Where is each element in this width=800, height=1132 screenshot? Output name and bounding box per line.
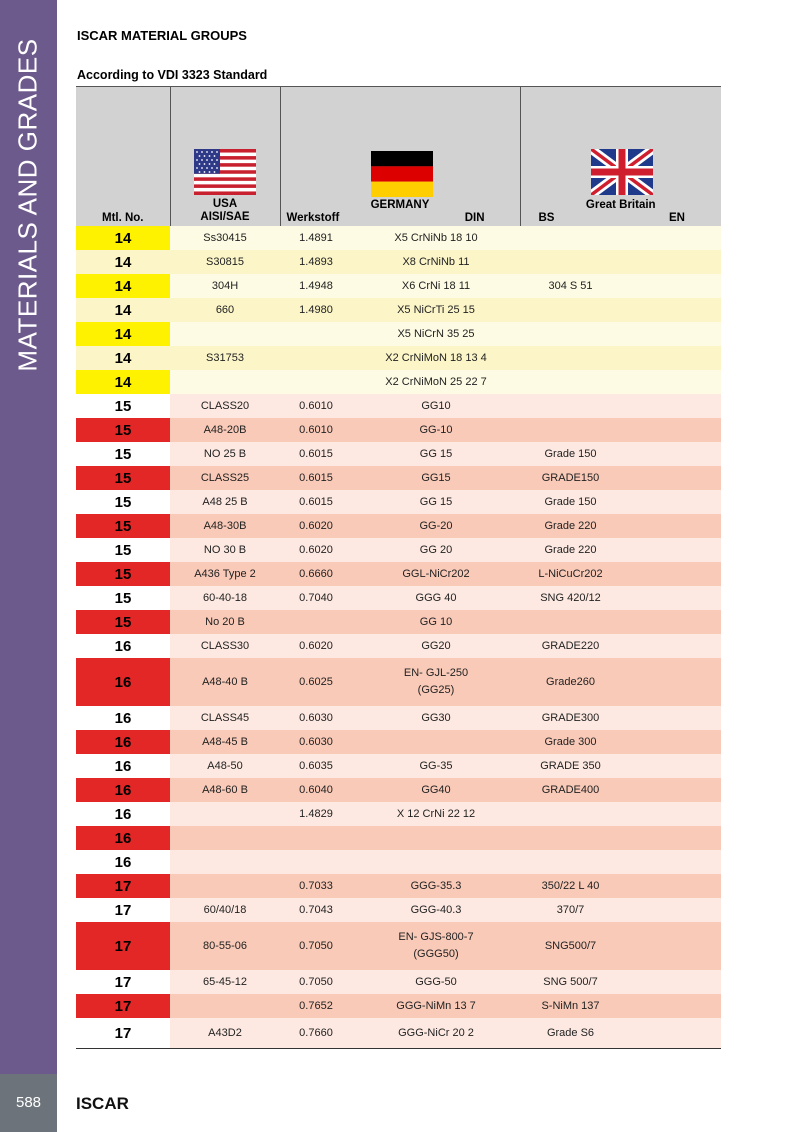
header-gb-country: Great Britain <box>585 199 656 211</box>
bs-cell <box>520 826 621 850</box>
werkstoff-cell: 1.4893 <box>280 250 352 274</box>
mtl-cell: 15 <box>76 490 170 514</box>
din-cell: X8 CrNiNb 11 <box>352 250 520 274</box>
bs-cell: Grade 150 <box>520 442 621 466</box>
table-row <box>76 226 721 250</box>
werkstoff-cell: 0.6020 <box>280 634 352 658</box>
table-row <box>76 442 721 466</box>
section-title: MATERIALS AND GRADES <box>12 38 43 372</box>
en-cell <box>621 370 721 394</box>
werkstoff-cell: 0.6660 <box>280 562 352 586</box>
en-cell <box>621 706 721 730</box>
bs-cell: 370/7 <box>520 898 621 922</box>
werkstoff-cell: 1.4891 <box>280 226 352 250</box>
mtl-cell: 16 <box>76 754 170 778</box>
werkstoff-cell: 0.6030 <box>280 706 352 730</box>
en-cell <box>621 754 721 778</box>
header-bs: BS <box>538 212 555 224</box>
header-mtl-label: Mtl. No. <box>101 212 144 224</box>
en-cell <box>621 874 721 898</box>
mtl-cell: 17 <box>76 898 170 922</box>
werkstoff-cell: 0.7043 <box>280 898 352 922</box>
werkstoff-cell <box>280 370 352 394</box>
mtl-cell: 17 <box>76 874 170 898</box>
en-cell <box>621 658 721 706</box>
usa-cell: 80-55-06 <box>170 922 280 970</box>
din-cell: X2 CrNiMoN 18 13 4 <box>352 346 520 370</box>
table-row <box>76 538 721 562</box>
mtl-cell: 15 <box>76 538 170 562</box>
usa-cell: 60/40/18 <box>170 898 280 922</box>
usa-cell: A48-40 B <box>170 658 280 706</box>
en-cell <box>621 226 721 250</box>
en-cell <box>621 586 721 610</box>
werkstoff-cell: 0.7050 <box>280 970 352 994</box>
en-cell <box>621 634 721 658</box>
en-cell <box>621 970 721 994</box>
mtl-cell: 15 <box>76 514 170 538</box>
usa-cell: S30815 <box>170 250 280 274</box>
din-cell: GG 10 <box>352 610 520 634</box>
usa-cell: S31753 <box>170 346 280 370</box>
bs-cell: GRADE220 <box>520 634 621 658</box>
en-cell <box>621 1018 721 1049</box>
usa-cell: CLASS20 <box>170 394 280 418</box>
bs-cell: SNG 500/7 <box>520 970 621 994</box>
table-row <box>76 418 721 442</box>
mtl-cell: 14 <box>76 370 170 394</box>
en-cell <box>621 730 721 754</box>
en-cell <box>621 298 721 322</box>
usa-cell: A48-50 <box>170 754 280 778</box>
din-cell <box>352 730 520 754</box>
table-row <box>76 634 721 658</box>
mtl-cell: 17 <box>76 1018 170 1049</box>
table-row <box>76 322 721 346</box>
en-cell <box>621 802 721 826</box>
mtl-cell: 14 <box>76 322 170 346</box>
usa-cell: 65-45-12 <box>170 970 280 994</box>
en-cell <box>621 442 721 466</box>
din-cell: GGL-NiCr202 <box>352 562 520 586</box>
usa-cell: A48-20B <box>170 418 280 442</box>
uk-flag-icon <box>591 149 653 195</box>
mtl-cell: 14 <box>76 298 170 322</box>
table-row <box>76 610 721 634</box>
usa-cell: A48-60 B <box>170 778 280 802</box>
din-cell: GG10 <box>352 394 520 418</box>
werkstoff-cell: 0.6015 <box>280 442 352 466</box>
table-row <box>76 850 721 874</box>
werkstoff-cell: 0.6020 <box>280 514 352 538</box>
werkstoff-cell: 0.7033 <box>280 874 352 898</box>
table-row <box>76 970 721 994</box>
table-row <box>76 346 721 370</box>
mtl-cell: 16 <box>76 634 170 658</box>
din-cell: GG-10 <box>352 418 520 442</box>
header-en: EN <box>669 212 685 224</box>
material-groups-table <box>76 86 721 1049</box>
table-row <box>76 394 721 418</box>
table-row <box>76 562 721 586</box>
mtl-cell: 16 <box>76 706 170 730</box>
bs-cell <box>520 250 621 274</box>
table-header-row <box>76 87 721 227</box>
bs-cell: GRADE 350 <box>520 754 621 778</box>
table-row <box>76 778 721 802</box>
table-row <box>76 802 721 826</box>
mtl-cell: 15 <box>76 442 170 466</box>
en-cell <box>621 490 721 514</box>
mtl-cell: 17 <box>76 970 170 994</box>
werkstoff-cell: 0.6010 <box>280 394 352 418</box>
bs-cell <box>520 346 621 370</box>
mtl-cell: 16 <box>76 658 170 706</box>
din-cell: GG 15 <box>352 490 520 514</box>
header-mtl <box>76 87 170 227</box>
table-row <box>76 298 721 322</box>
usa-cell: CLASS45 <box>170 706 280 730</box>
bs-cell: Grade 220 <box>520 538 621 562</box>
bs-cell <box>520 370 621 394</box>
en-cell <box>621 898 721 922</box>
table-row <box>76 586 721 610</box>
bs-cell <box>520 394 621 418</box>
usa-cell <box>170 994 280 1018</box>
usa-cell: CLASS25 <box>170 466 280 490</box>
table-row <box>76 706 721 730</box>
table-row <box>76 466 721 490</box>
table-row <box>76 274 721 298</box>
bs-cell: Grade260 <box>520 658 621 706</box>
werkstoff-cell: 1.4948 <box>280 274 352 298</box>
werkstoff-cell: 1.4980 <box>280 298 352 322</box>
bs-cell: S-NiMn 137 <box>520 994 621 1018</box>
mtl-cell: 14 <box>76 250 170 274</box>
din-cell <box>352 850 520 874</box>
mtl-cell: 16 <box>76 778 170 802</box>
bs-cell: 350/22 L 40 <box>520 874 621 898</box>
bs-cell <box>520 610 621 634</box>
bs-cell <box>520 298 621 322</box>
bs-cell: GRADE150 <box>520 466 621 490</box>
usa-cell: 60-40-18 <box>170 586 280 610</box>
en-cell <box>621 466 721 490</box>
werkstoff-cell: 0.6015 <box>280 466 352 490</box>
mtl-cell: 15 <box>76 466 170 490</box>
werkstoff-cell <box>280 826 352 850</box>
werkstoff-cell: 0.7040 <box>280 586 352 610</box>
table-row <box>76 370 721 394</box>
header-din: DIN <box>464 212 485 224</box>
usa-cell: A48 25 B <box>170 490 280 514</box>
table-row <box>76 994 721 1018</box>
mtl-cell: 15 <box>76 562 170 586</box>
usa-cell <box>170 322 280 346</box>
din-cell: GG30 <box>352 706 520 730</box>
din-cell: GGG-NiCr 20 2 <box>352 1018 520 1049</box>
en-cell <box>621 562 721 586</box>
werkstoff-cell <box>280 346 352 370</box>
werkstoff-cell: 0.6010 <box>280 418 352 442</box>
werkstoff-cell: 0.7652 <box>280 994 352 1018</box>
table-row <box>76 658 721 706</box>
usa-cell: NO 25 B <box>170 442 280 466</box>
werkstoff-cell: 0.7660 <box>280 1018 352 1049</box>
werkstoff-cell: 0.7050 <box>280 922 352 970</box>
table-row <box>76 1018 721 1049</box>
bs-cell: GRADE400 <box>520 778 621 802</box>
bs-cell <box>520 850 621 874</box>
header-usa-std: AISI/SAE <box>200 211 250 223</box>
bs-cell: Grade S6 <box>520 1018 621 1049</box>
mtl-cell: 15 <box>76 394 170 418</box>
en-cell <box>621 826 721 850</box>
din-cell: X 12 CrNi 22 12 <box>352 802 520 826</box>
header-germany-country: GERMANY <box>370 199 430 211</box>
din-cell: GG40 <box>352 778 520 802</box>
side-bar <box>0 0 57 1074</box>
werkstoff-cell: 0.6035 <box>280 754 352 778</box>
usa-cell: Ss30415 <box>170 226 280 250</box>
table-row <box>76 922 721 970</box>
bs-cell <box>520 322 621 346</box>
table-row <box>76 898 721 922</box>
din-cell <box>352 658 520 706</box>
en-cell <box>621 418 721 442</box>
usa-cell: A48-30B <box>170 514 280 538</box>
bs-cell: Grade 220 <box>520 514 621 538</box>
din-line-1: EN- GJL-250 <box>403 667 469 679</box>
din-cell: X5 NiCrTi 25 15 <box>352 298 520 322</box>
din-cell: GG15 <box>352 466 520 490</box>
mtl-cell: 14 <box>76 346 170 370</box>
din-line-1: EN- GJS-800-7 <box>398 931 474 943</box>
din-cell: GG20 <box>352 634 520 658</box>
werkstoff-cell <box>280 850 352 874</box>
mtl-cell: 15 <box>76 418 170 442</box>
bs-cell <box>520 802 621 826</box>
table-row <box>76 514 721 538</box>
bs-cell: SNG500/7 <box>520 922 621 970</box>
mtl-cell: 15 <box>76 610 170 634</box>
din-cell: X2 CrNiMoN 25 22 7 <box>352 370 520 394</box>
din-cell: GGG-NiMn 13 7 <box>352 994 520 1018</box>
en-cell <box>621 610 721 634</box>
usa-cell <box>170 850 280 874</box>
werkstoff-cell: 0.6030 <box>280 730 352 754</box>
page-number: 588 <box>0 1074 57 1132</box>
werkstoff-cell: 0.6025 <box>280 658 352 706</box>
bs-cell: Grade 150 <box>520 490 621 514</box>
brand-logo-text: ISCAR <box>76 1094 129 1113</box>
table-row <box>76 730 721 754</box>
header-usa-country: USA <box>212 198 238 210</box>
usa-cell <box>170 826 280 850</box>
en-cell <box>621 394 721 418</box>
en-cell <box>621 850 721 874</box>
mtl-cell: 17 <box>76 922 170 970</box>
bs-cell <box>520 418 621 442</box>
bs-cell <box>520 226 621 250</box>
din-cell: X6 CrNi 18 11 <box>352 274 520 298</box>
mtl-cell: 16 <box>76 850 170 874</box>
din-cell: GG-20 <box>352 514 520 538</box>
header-germany <box>280 87 520 227</box>
page-title: ISCAR MATERIAL GROUPS <box>77 28 247 43</box>
bs-cell: Grade 300 <box>520 730 621 754</box>
din-line-2: (GG25) <box>417 684 455 696</box>
din-line-2: (GGG50) <box>413 948 459 960</box>
din-cell: GGG-50 <box>352 970 520 994</box>
bs-cell: 304 S 51 <box>520 274 621 298</box>
en-cell <box>621 922 721 970</box>
usa-cell <box>170 874 280 898</box>
usa-cell: NO 30 B <box>170 538 280 562</box>
din-cell: GGG-40.3 <box>352 898 520 922</box>
en-cell <box>621 322 721 346</box>
din-cell: GG 15 <box>352 442 520 466</box>
mtl-cell: 16 <box>76 802 170 826</box>
usa-cell: A48-45 B <box>170 730 280 754</box>
header-werkstoff: Werkstoff <box>286 212 340 224</box>
werkstoff-cell: 0.6040 <box>280 778 352 802</box>
en-cell <box>621 538 721 562</box>
table-row <box>76 490 721 514</box>
din-cell: GGG 40 <box>352 586 520 610</box>
din-cell: GG 20 <box>352 538 520 562</box>
usa-cell: CLASS30 <box>170 634 280 658</box>
header-great-britain <box>520 87 721 227</box>
mtl-cell: 16 <box>76 826 170 850</box>
werkstoff-cell <box>280 610 352 634</box>
germany-flag-icon <box>371 151 433 197</box>
en-cell <box>621 274 721 298</box>
usa-cell: A43D2 <box>170 1018 280 1049</box>
header-usa <box>170 87 280 227</box>
din-cell: X5 NiCrN 35 25 <box>352 322 520 346</box>
usa-cell <box>170 370 280 394</box>
en-cell <box>621 514 721 538</box>
werkstoff-cell: 0.6020 <box>280 538 352 562</box>
bs-cell: SNG 420/12 <box>520 586 621 610</box>
table-row <box>76 754 721 778</box>
werkstoff-cell <box>280 322 352 346</box>
bs-cell: GRADE300 <box>520 706 621 730</box>
usa-cell: 660 <box>170 298 280 322</box>
en-cell <box>621 346 721 370</box>
din-cell: GGG-35.3 <box>352 874 520 898</box>
bs-cell: L-NiCuCr202 <box>520 562 621 586</box>
mtl-cell: 15 <box>76 586 170 610</box>
usa-cell: No 20 B <box>170 610 280 634</box>
table-row <box>76 874 721 898</box>
din-cell: X5 CrNiNb 18 10 <box>352 226 520 250</box>
usa-cell: A436 Type 2 <box>170 562 280 586</box>
usa-flag-icon <box>194 149 256 195</box>
din-cell <box>352 922 520 970</box>
werkstoff-cell: 0.6015 <box>280 490 352 514</box>
din-cell <box>352 826 520 850</box>
din-cell: GG-35 <box>352 754 520 778</box>
en-cell <box>621 250 721 274</box>
usa-cell <box>170 802 280 826</box>
page-subtitle: According to VDI 3323 Standard <box>77 68 268 82</box>
table-row <box>76 826 721 850</box>
en-cell <box>621 778 721 802</box>
mtl-cell: 17 <box>76 994 170 1018</box>
werkstoff-cell: 1.4829 <box>280 802 352 826</box>
table-row <box>76 250 721 274</box>
usa-cell: 304H <box>170 274 280 298</box>
mtl-cell: 14 <box>76 226 170 250</box>
en-cell <box>621 994 721 1018</box>
mtl-cell: 14 <box>76 274 170 298</box>
mtl-cell: 16 <box>76 730 170 754</box>
